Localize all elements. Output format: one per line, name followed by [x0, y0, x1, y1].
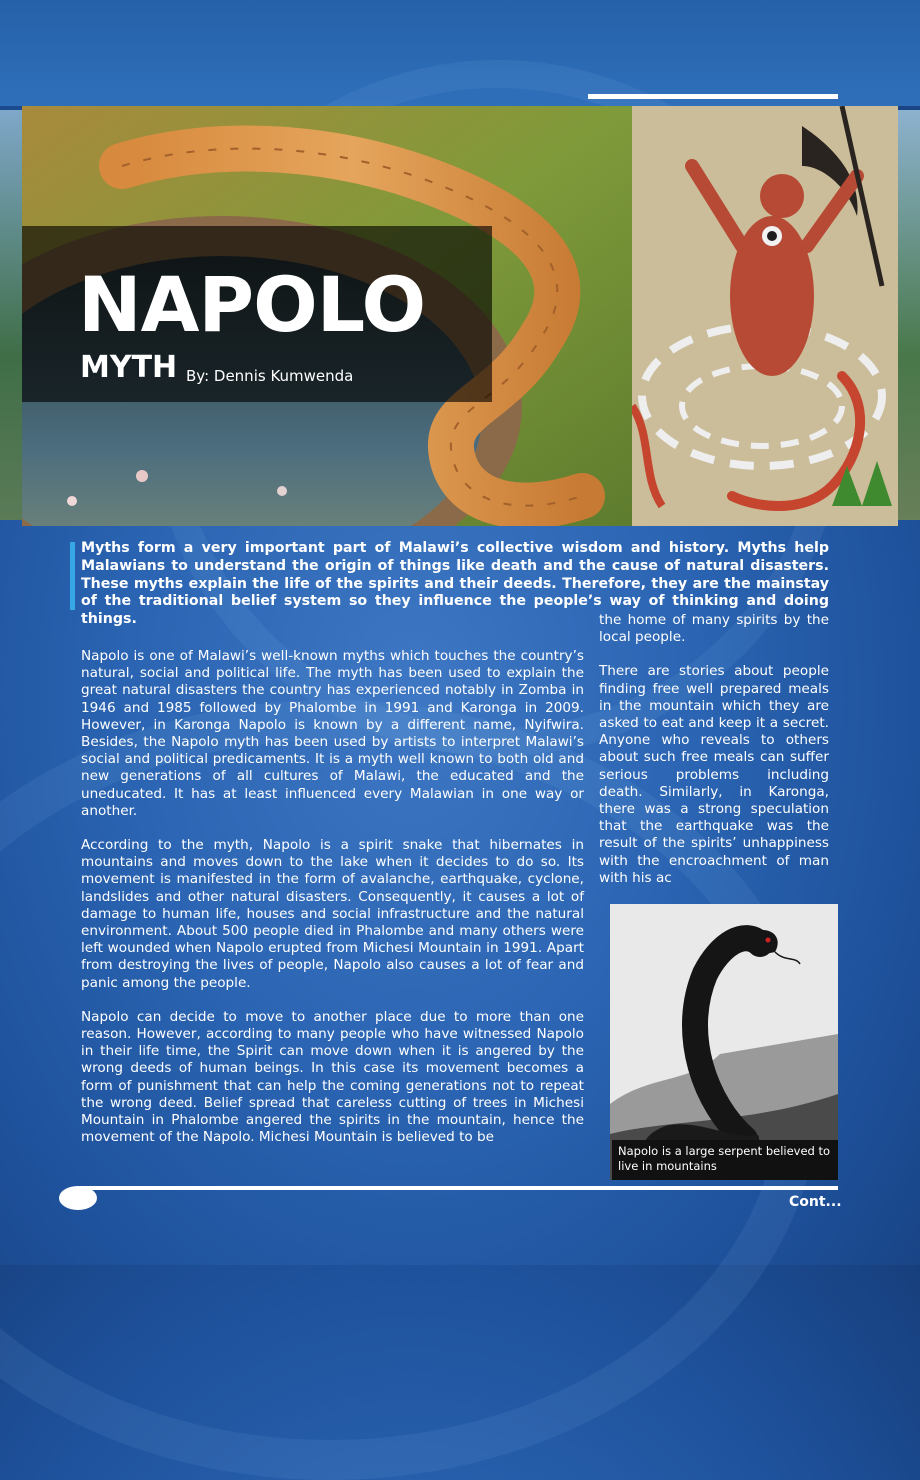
lead-paragraph: Myths form a very important part of Malawi’s collective wisdom and history. Myths help Malawians to understand the origin of things like death and the cause of natural disasters. These myths explain the life of the spirits and their deeds. Therefore, they are the mainstay of the traditional belief system so they influence the people’s way of thinking and doing things.: [81, 540, 829, 628]
body-column-right: [599, 612, 829, 904]
napolo-mural-illustration: [632, 106, 898, 526]
body-column-left: [81, 648, 584, 1163]
mural-photo: [632, 106, 898, 526]
black-serpent-illustration: [610, 904, 838, 1180]
page-number-badge: [59, 1186, 97, 1210]
background-landscape-right: [898, 110, 920, 520]
serpent-image: [610, 904, 838, 1180]
background-landscape-left: [0, 110, 22, 520]
body-paragraph: the home of many spirits by the local people.: [599, 612, 829, 646]
continue-label: Cont...: [789, 1194, 842, 1210]
header-rule: [588, 94, 838, 99]
image-caption: Napolo is a large serpent believed to live in mountains: [612, 1140, 838, 1180]
body-paragraph: According to the myth, Napolo is a spirit snake that hibernates in mountains and moves down to the lake when it decides to do so. Its movement is manifested in the form of avalanche, earthquake, cyclone, landslides and other natural disasters. Consequently, it causes a lot of damage to human life, houses and social infrastructure and the natural environment. About 500 people died in Phalombe and many others were left wounded when Napolo erupted from Michesi Mountain in 1991. Apart from destroying the lives of people, Napolo also causes a lot of fear and panic among the people.: [81, 837, 584, 991]
byline: By: Dennis Kumwenda: [186, 367, 354, 385]
page-title: NAPOLO: [78, 260, 426, 349]
body-paragraph: Napolo can decide to move to another place due to more than one reason. However, according to many people who have witnessed Napolo in their life time, the Spirit can move down when it is angered by the wrong deeds of human beings. In this case its movement becomes a form of punishment that can help the coming generations not to repeat the wrong deed. Belief spread that careless cutting of trees in Michesi Mountain in Phalombe angered the spirits in the mountain, hence the movement of the Napolo. Michesi Mountain is believed to be: [81, 1008, 584, 1146]
body-paragraph: Napolo is one of Malawi’s well-known myths which touches the country’s natural, social and political life. The myth has been used to explain the great natural disasters the country has experienced notably in Zomba in 1946 and 1985 followed by Phalombe in 1991 and Karonga in 2009. However, in Karonga Napolo is known by a different name, Nyifwira. Besides, the Napolo myth has been used by artists to interpret Malawi’s social and political predicaments. It is a myth well known to both old and new generations of all cultures of Malawi, the educated and the uneducated. It has at least influenced every Malawian in one way or another.: [81, 648, 584, 819]
footer-rule: [80, 1186, 838, 1190]
lead-accent-bar: [70, 542, 75, 610]
page-subtitle: MYTH: [80, 350, 178, 385]
body-paragraph: There are stories about people finding free well prepared meals in the mountain which they are asked to eat and keep it a secret. Anyone who reveals to others about such free meals can suffer serious problems including death. Similarly, in Karonga, there was a strong speculation that the earthquake was the result of the spirits’ unhappiness with the encroachment of man with his ac: [599, 663, 829, 886]
